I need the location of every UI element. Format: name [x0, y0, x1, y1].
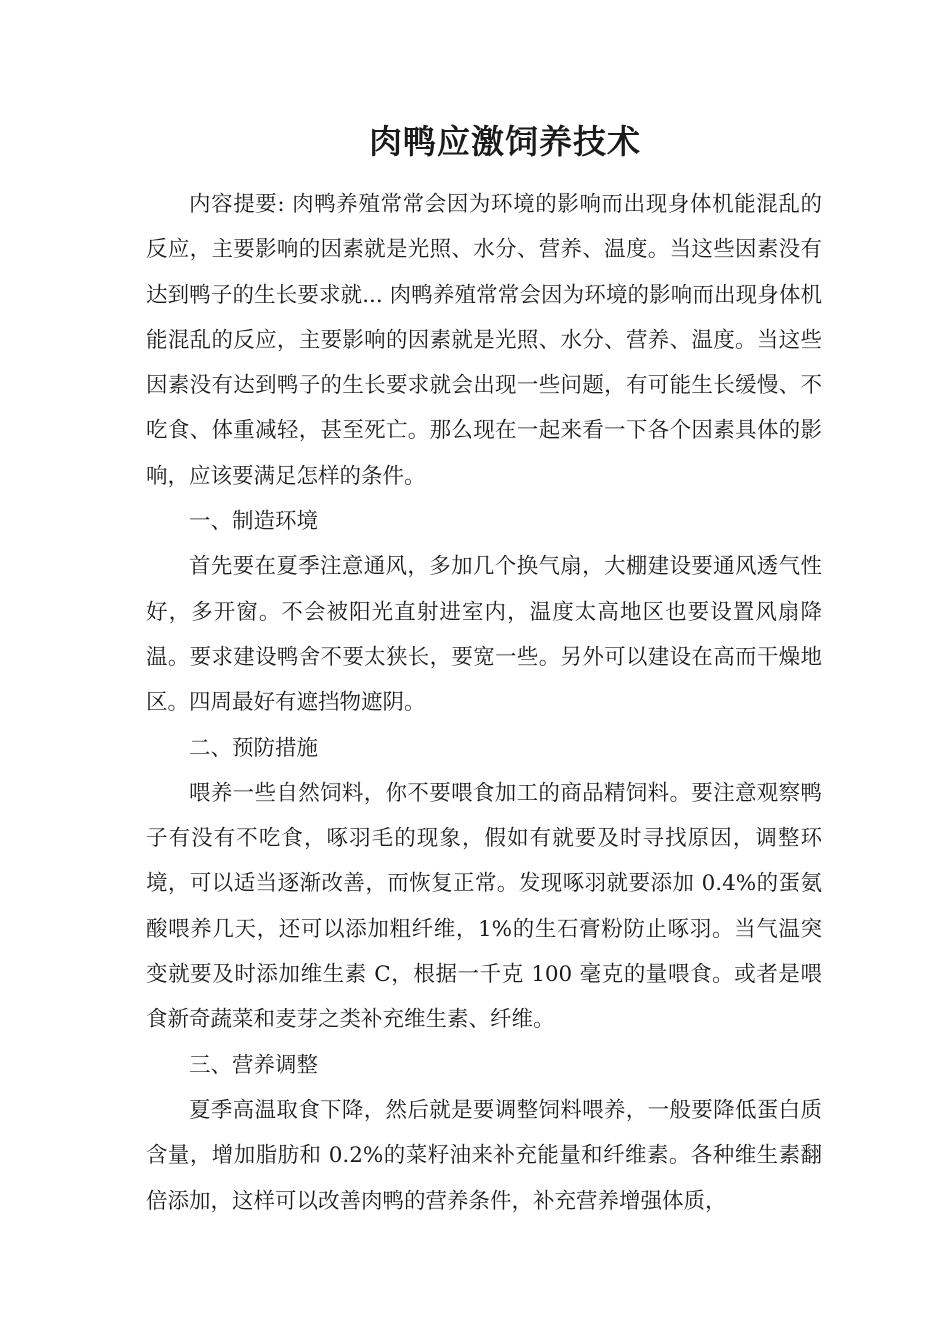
paragraph-environment: 首先要在夏季注意通风，多加几个换气扇，大棚建设要通风透气性好，多开窗。不会被阳光直射进室内，温度太高地区也要设置风扇降温。要求建设鸭舍不要太狭长，要宽一些。另外可以建设在高而干燥地区。四周最好有遮挡物遮阴。 — [146, 554, 822, 716]
section-heading-nutrition: 三、营养调整 — [189, 1052, 319, 1078]
paragraph-prevention: 喂养一些自然饲料，你不要喂食加工的商品精饲料。要注意观察鸭子有没有不吃食，啄羽毛的现象，假如有就要及时寻找原因，调整环境，可以适当逐渐改善，而恢复正常。发现啄羽就要添加 0.4%的蛋氨酸喂养几天，还可以添加粗纤维，1%的生石膏粉防止啄羽。当气温突变就要及时添加维生素 C，根据一千克 100 毫克的量喂食。或者是喂食新奇蔬菜和麦芽之类补充维生素、纤维。 — [146, 780, 822, 1033]
paragraph-nutrition: 夏季高温取食下降，然后就是要调整饲料喂养，一般要降低蛋白质含量，增加脂肪和 0.2%的菜籽油来补充能量和纤维素。各种维生素翻倍添加，这样可以改善肉鸭的营养条件，补充营养增强体质， — [146, 1097, 822, 1214]
document-body — [146, 182, 822, 1224]
document-title: 肉鸭应激饲养技术 — [369, 122, 641, 161]
section-heading-environment: 一、制造环境 — [189, 509, 319, 535]
section-heading-prevention: 二、预防措施 — [189, 735, 319, 761]
paragraph-summary: 内容提要: 肉鸭养殖常常会因为环境的影响而出现身体机能混乱的反应，主要影响的因素就是光照、水分、营养、温度。当这些因素没有达到鸭子的生长要求就... 肉鸭养殖常常会因为环境的影响而出现身体机能混乱的反应，主要影响的因素就是光照、水分、营养、温度。当这些因素没有达到鸭子的生长要求就会出现一些问题，有可能生长缓慢、不吃食、体重减轻，甚至死亡。那么现在一起来看一下各个因素具体的影响，应该要满足怎样的条件。 — [146, 192, 822, 489]
